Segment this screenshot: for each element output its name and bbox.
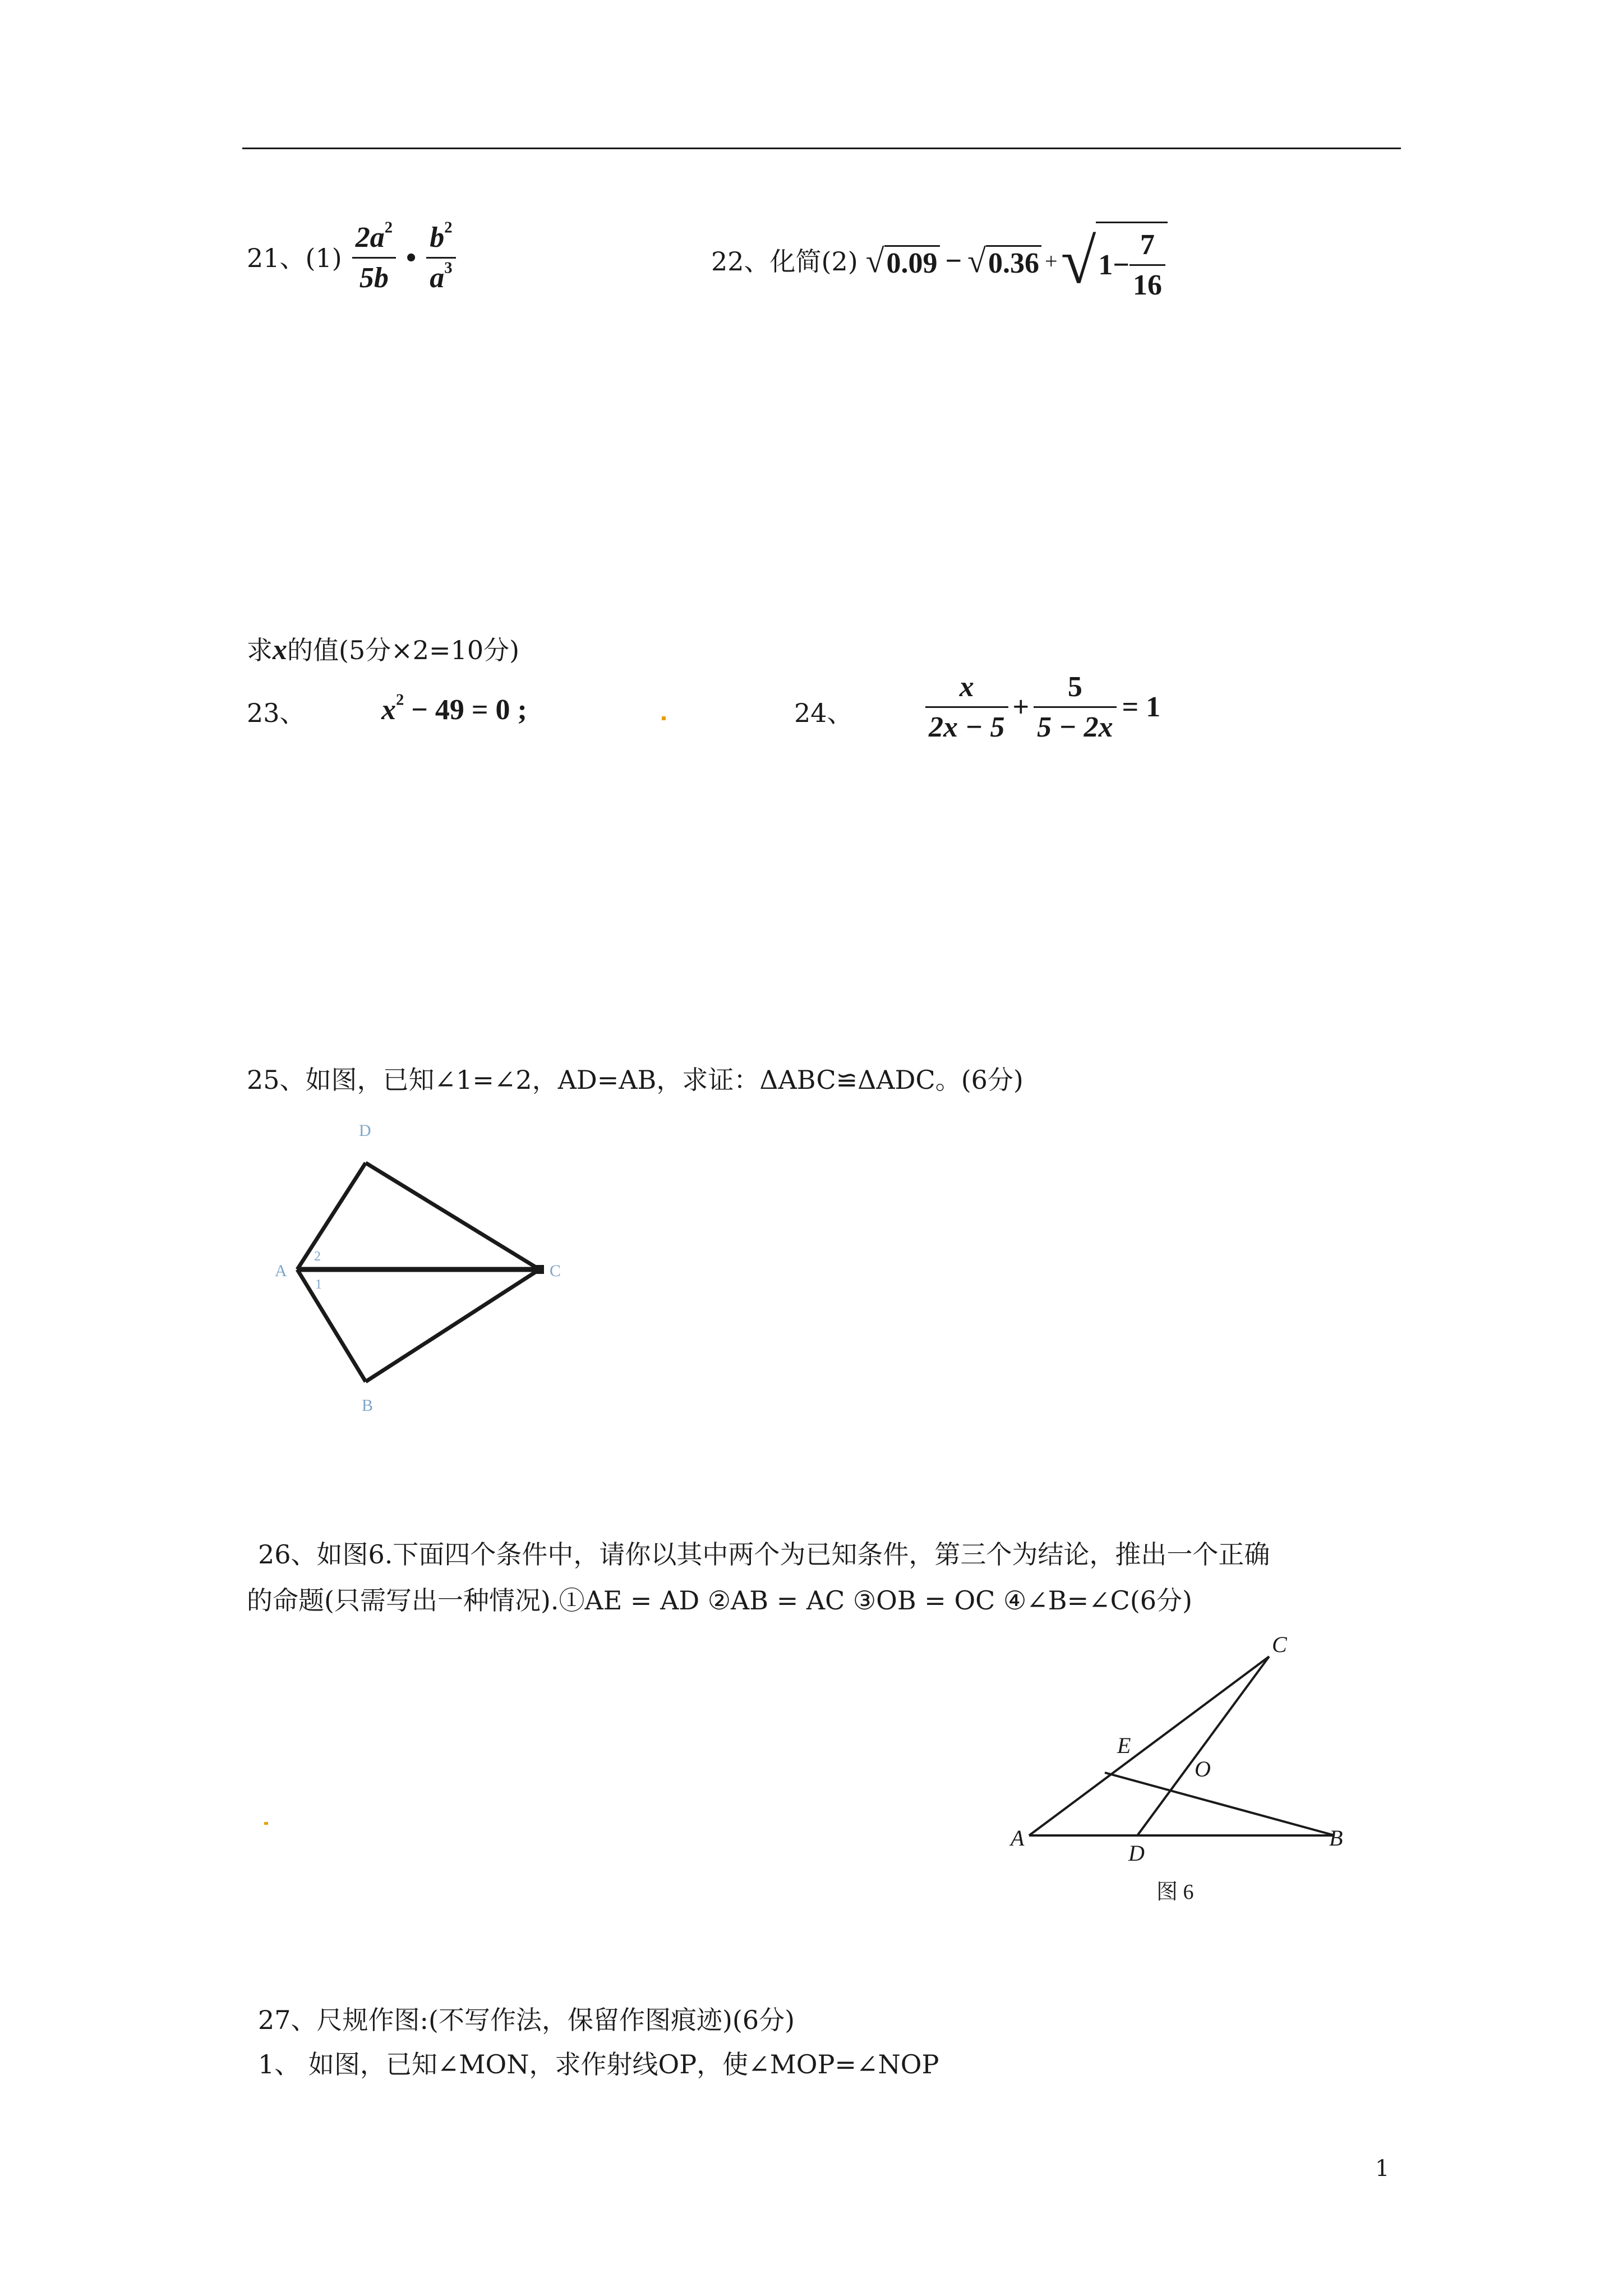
- question-21: [247, 219, 456, 295]
- fig6-caption: 图 6: [1156, 1880, 1194, 1904]
- q22-sqrt-3: √ 1− $\frac{7}{16}$: [1061, 222, 1168, 301]
- question-22: 22、化简(2) √ 0.09 − √ 0.36 + √ 1− $\frac{7}{16}$: [711, 222, 1168, 301]
- page-number: 1: [1375, 2156, 1390, 2182]
- question-26-line-1: 26、如图6.下面四个条件中，请你以其中两个为已知条件，第三个为结论，推出一个正确: [258, 1539, 1270, 1570]
- fig6-label-o: O: [1195, 1756, 1211, 1782]
- fig6-label-b: B: [1329, 1825, 1343, 1851]
- q22-sqrt-2: √ 0.36: [967, 245, 1041, 278]
- question-27-title: 27、尺规作图:(不写作法，保留作图痕迹)(6分): [258, 2005, 795, 2035]
- q21-fraction-2: $\frac{b^2}{a^3}$: [426, 222, 455, 294]
- fig6-segment-cd: [1137, 1657, 1269, 1835]
- fig25-segment-ad: [297, 1163, 366, 1269]
- q22-sqrt-1: √ 0.09: [866, 245, 940, 278]
- fig6-label-e: E: [1117, 1733, 1131, 1758]
- question-26-line-2: 的命题(只需写出一种情况).①AE = AD ②AB = AC ③OB = OC ④∠B=∠C(6分): [247, 1585, 1193, 1616]
- fig25-segment-bc: [366, 1269, 540, 1382]
- figure-6: [998, 1630, 1357, 1910]
- fig25-label-angle2: 2: [314, 1249, 321, 1264]
- q21-dot: •: [406, 241, 417, 274]
- q24-fraction-2: $\frac{5}{5 - 2x}$: [1034, 671, 1117, 743]
- question-25: 25、如图，已知∠1=∠2，AD=AB，求证：ΔABC≌ΔADC。(6分): [247, 1065, 1023, 1095]
- q23-equation: $x^2 - 49 = 0$ ;: [381, 691, 527, 726]
- fig6-segment-be: [1105, 1773, 1335, 1835]
- q23-label: 23、: [247, 698, 306, 728]
- fig6-label-a: A: [1011, 1825, 1025, 1851]
- header-rule: [242, 148, 1401, 149]
- fig25-label-b: B: [362, 1396, 374, 1415]
- q21-fraction-1: $\frac{2a^2}{5b}$: [352, 222, 396, 294]
- fig25-segment-dc: [366, 1163, 540, 1269]
- fig25-segment-ab: [297, 1269, 366, 1382]
- q24-label: 24、: [794, 698, 853, 728]
- question-27-item-1: 1、 如图，已知∠MON，求作射线OP，使∠MOP=∠NOP: [258, 2049, 939, 2079]
- fig25-label-c: C: [550, 1262, 561, 1280]
- figure-25: [269, 1114, 583, 1416]
- yellow-mark-2: [264, 1822, 268, 1825]
- fig6-label-d: D: [1128, 1841, 1145, 1866]
- yellow-mark: [662, 716, 666, 720]
- fig25-label-angle1: 1: [315, 1277, 322, 1292]
- fig25-label-d: D: [359, 1121, 371, 1140]
- section-solve-x: 求x的值(5分×2=10分): [247, 634, 520, 666]
- q24-fraction-1: $\frac{x}{2x - 5}$: [925, 671, 1008, 743]
- fig25-point-c: [535, 1265, 544, 1274]
- fig6-label-c: C: [1272, 1632, 1287, 1657]
- q24-equation: $\frac{x}{2x - 5}$ + $\frac{5}{5 - 2x}$ = 1: [925, 671, 1160, 743]
- q22-label: 22、化简(2): [711, 246, 858, 277]
- fig25-label-a: A: [275, 1262, 287, 1280]
- q21-label: 21、(1): [247, 242, 342, 273]
